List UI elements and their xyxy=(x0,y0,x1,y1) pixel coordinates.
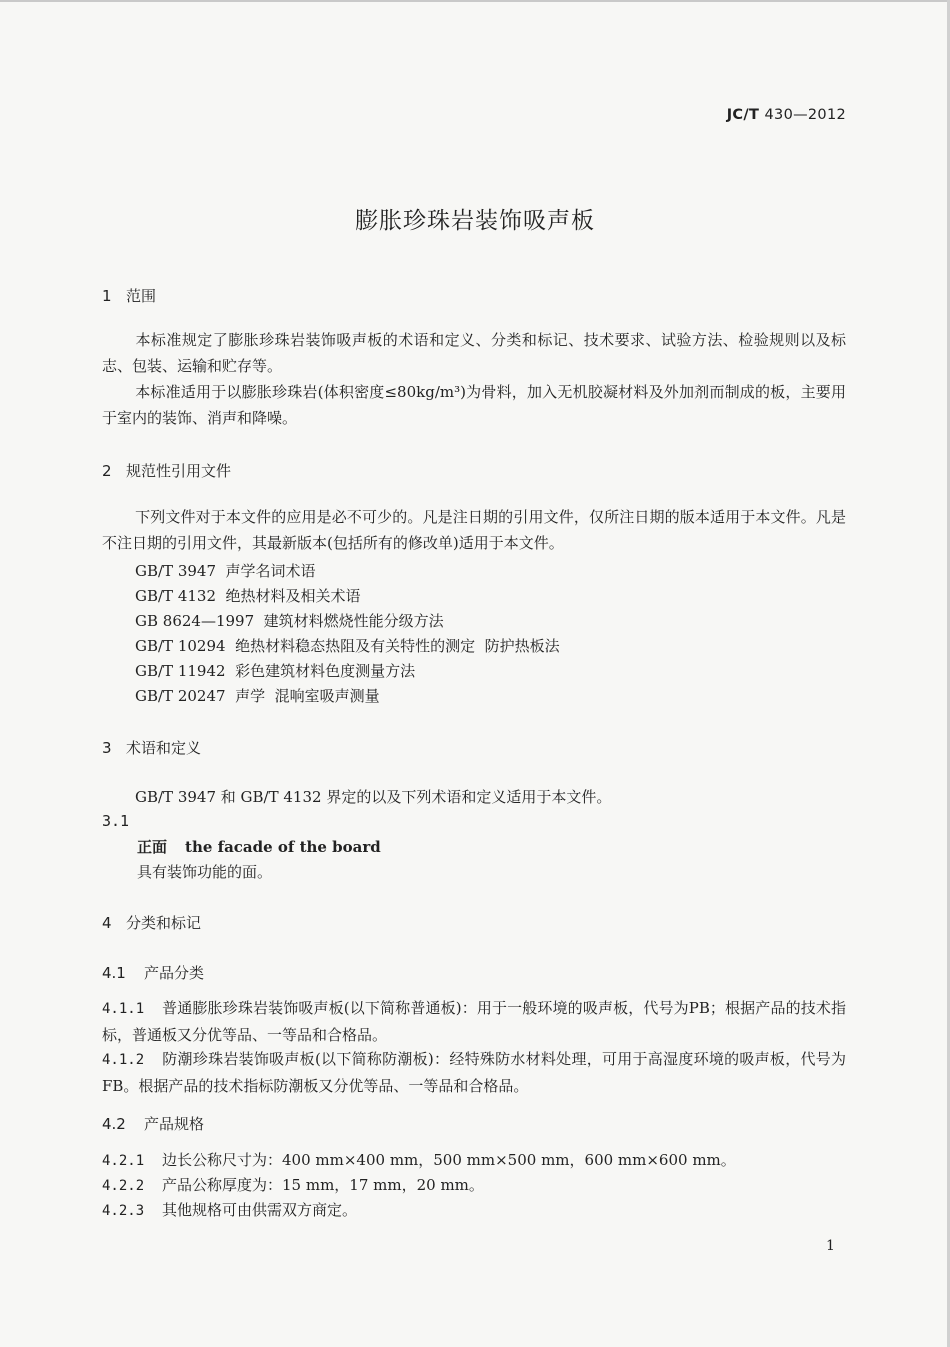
subsection-4-1-heading xyxy=(102,962,204,983)
subsection-number: 4.1 xyxy=(102,964,126,982)
document-title: 膨胀珍珠岩装饰吸声板 xyxy=(355,208,595,234)
scan-edge-top xyxy=(0,0,950,2)
section-1-paragraph-2 xyxy=(102,380,846,431)
section-title: 术语和定义 xyxy=(126,739,202,757)
reference-item: GB 8624—1997 建筑材料燃烧性能分级方法 xyxy=(135,612,444,630)
clause-number: 4.2.2 xyxy=(102,1178,145,1194)
standard-prefix: JC/T xyxy=(726,107,760,123)
term-entry xyxy=(137,836,381,857)
section-2-heading xyxy=(102,460,231,481)
term-chinese: 正面 xyxy=(137,838,168,856)
section-number: 4 xyxy=(102,914,112,932)
clause-number: 4.1.2 xyxy=(102,1052,145,1068)
paragraph-text: 本标准规定了膨胀珍珠岩装饰吸声板的术语和定义、分类和标记、技术要求、试验方法、检验规则以及标志、包装、运输和贮存等。 xyxy=(102,331,846,375)
section-1-paragraph-1 xyxy=(102,328,846,379)
clause-4-1-1 xyxy=(102,996,846,1048)
section-number: 2 xyxy=(102,462,112,480)
clause-text: 产品公称厚度为：15 mm，17 mm，20 mm。 xyxy=(162,1176,484,1194)
clause-text: 边长公称尺寸为：400 mm×400 mm，500 mm×500 mm，600 mm×600 mm。 xyxy=(162,1151,736,1169)
subsection-number: 4.2 xyxy=(102,1115,126,1133)
term-english: the facade of the board xyxy=(185,838,381,856)
paragraph-text: 本标准适用于以膨胀珍珠岩(体积密度≤80kg/m³)为骨料，加入无机胶凝材料及外加剂而制成的板，主要用于室内的装饰、消声和降噪。 xyxy=(102,383,846,427)
standard-code xyxy=(727,107,846,123)
section-3-heading xyxy=(102,737,201,758)
clause-text: 防潮珍珠岩装饰吸声板(以下简称防潮板)：经特殊防水材料处理，可用于高湿度环境的吸声板，代号为FB。根据产品的技术指标防潮板又分优等品、一等品和合格品。 xyxy=(102,1050,846,1095)
reference-item: GB/T 20247 声学 混响室吸声测量 xyxy=(135,687,380,705)
reference-item: GB/T 11942 彩色建筑材料色度测量方法 xyxy=(135,662,416,680)
page-number: 1 xyxy=(826,1238,835,1254)
section-2-intro xyxy=(102,505,846,556)
section-title: 分类和标记 xyxy=(126,914,202,932)
section-1-heading xyxy=(102,285,156,306)
clause-4-2-1 xyxy=(102,1148,846,1175)
clause-text: 普通膨胀珍珠岩装饰吸声板(以下简称普通板)：用于一般环境的吸声板，代号为PB；根据产品的技术指标，普通板又分优等品、一等品和合格品。 xyxy=(102,999,846,1044)
clause-number: 4.2.3 xyxy=(102,1203,145,1219)
paragraph-text: 下列文件对于本文件的应用是必不可少的。凡是注日期的引用文件，仅所注日期的版本适用于本文件。凡是不注日期的引用文件，其最新版本(包括所有的修改单)适用于本文件。 xyxy=(102,508,846,552)
clause-number: 4.2.1 xyxy=(102,1153,145,1169)
subsection-title: 产品分类 xyxy=(144,964,205,982)
term-definition: 具有装饰功能的面。 xyxy=(137,863,273,881)
clause-text: 其他规格可由供需双方商定。 xyxy=(162,1201,358,1219)
subsection-title: 产品规格 xyxy=(144,1115,205,1133)
reference-item: GB/T 10294 绝热材料稳态热阻及有关特性的测定 防护热板法 xyxy=(135,637,560,655)
section-title: 规范性引用文件 xyxy=(126,462,232,480)
section-3-intro: GB/T 3947 和 GB/T 4132 界定的以及下列术语和定义适用于本文件。 xyxy=(135,788,612,806)
standard-number: 430—2012 xyxy=(764,107,846,123)
clause-number: 4.1.1 xyxy=(102,1001,145,1017)
subsection-4-2-heading xyxy=(102,1113,204,1134)
section-4-heading xyxy=(102,912,201,933)
clause-4-1-2 xyxy=(102,1047,846,1099)
clause-4-2-3 xyxy=(102,1198,846,1225)
section-title: 范围 xyxy=(126,287,157,305)
section-number: 1 xyxy=(102,287,112,305)
section-number: 3 xyxy=(102,739,112,757)
reference-item: GB/T 4132 绝热材料及相关术语 xyxy=(135,587,361,605)
clause-number: 3.1 xyxy=(102,812,130,830)
clause-4-2-2 xyxy=(102,1173,846,1200)
reference-item: GB/T 3947 声学名词术语 xyxy=(135,562,316,580)
